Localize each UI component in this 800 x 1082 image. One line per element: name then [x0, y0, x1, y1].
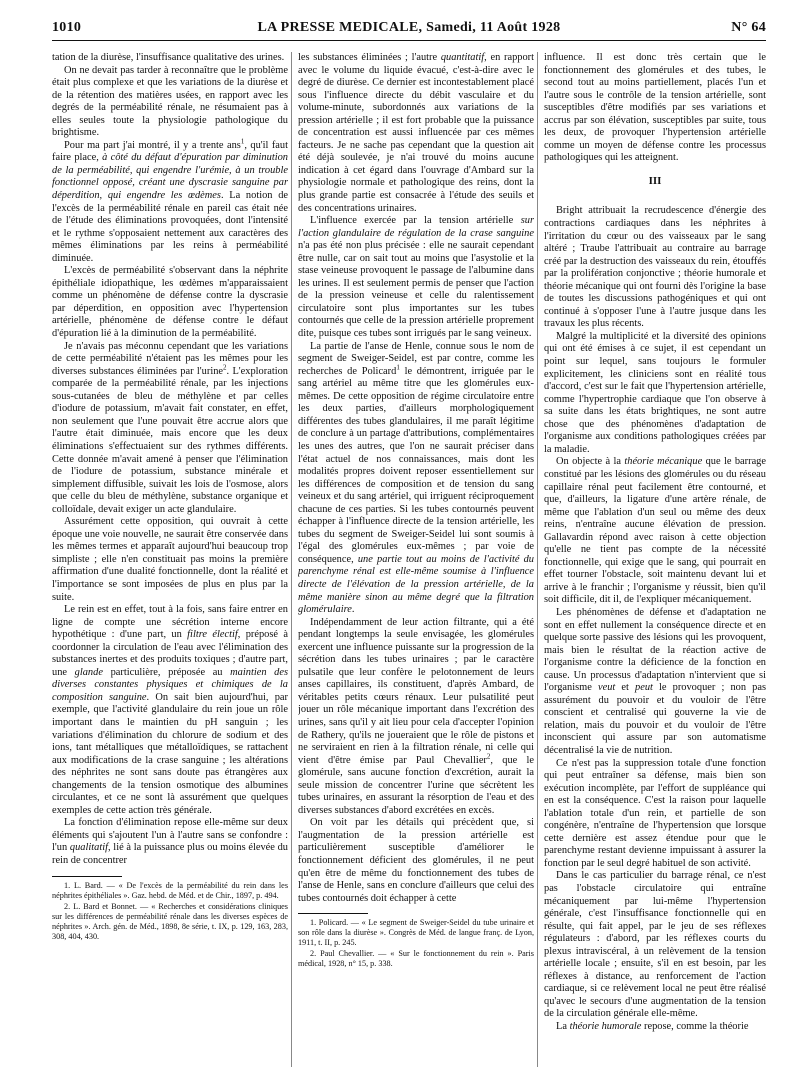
footnote-ref: 2 [486, 752, 491, 761]
paragraph: les substances éliminées ; l'autre quantitatif, en rapport avec le volume du liquide évacué, c'est-à-dire avec le degré de diurèse. Ce dernier est incontestablement placé sous l'influence directe du débit vasculaire et du volume-minute, subordonnés aux variations de la pression artérielle ; il est fort probable que la puissance de concentration est aussi influencée par ces mêmes facteurs. Je ne sache pas cependant que la question ait été déjà soulevée, je n'ai trouvé du moins aucune indication à cet égard dans l'ouvrage d'Ambard sur la physiologie normale et pathologique des reins, dont la plus grande partie est consacrée à l'étude des seuils et des concentrations urinaires. [298, 52, 534, 214]
footnote-ref: 2 [223, 363, 227, 372]
footnote: 1. Policard. — « Le segment de Sweiger-Seidel du tube urinaire et son rôle dans la diurèse ». Congrès de Méd. de langue franç. de Lyon, 1911, t. II, p. 245. [298, 918, 534, 948]
journal-title: LA PRESSE MEDICALE, Samedi, 11 Août 1928 [257, 20, 561, 35]
paragraph: La théorie humorale repose, comme la théorie [556, 1021, 749, 1033]
text-column-3 [544, 52, 766, 1077]
column-divider [537, 52, 538, 1067]
footnote-divider [52, 876, 122, 877]
paragraph: tation de la diurèse, l'insuffisance qualitative des urines. [52, 52, 285, 63]
paragraph: La partie de l'anse de Henle, connue sous le nom de segment de Sweiger-Seidel, est par contre, comme les recherches de Policard$^1$ le démontrent, irriguée par le sang artériel au même titre que les glomérules eux-mêmes. De cette opposition de régime circulatoire entre les deux parties, d'ailleurs morphologiquement différentes des tubes glandulaires, il me paraît légitime de conclure à un partage d'attributions, complémentaires les unes des autres, que l'on ne saurait préciser dans l'état actuel de nos connaissances, mais dont les modalités propres doivent reposer essentiellement sur les différences de composition et de tension du sang veineux et du sang artériel, qui irriguent réciproquement chacune de ces parties. Si les tubes contournés peuvent échapper à l'influence directe de la tension artérielle, les tubes du segment de Sweiger-Seidel lui sont soumis à l'égal des glomérules eux-mêmes ; par voie de conséquence, une partie tout au moins de l'activité du parenchyme rénal est elle-même soumise à l'influence directe de l'élévation de la pression artérielle, de la même manière sinon au même degré que la filtration glomérulaire. [298, 340, 534, 616]
footnote: 2. Paul Chevallier. — « Sur le fonctionnement du rein ». Paris médical, 1928, n° 15, p. 338. [298, 949, 534, 969]
page-number: 1010 [52, 20, 82, 35]
paragraph: Je n'avais pas méconnu cependant que les variations de cette perméabilité n'étaient pas les mêmes pour les diverses substances éliminées par l'urine$^2$. L'exploration comparée de la perméabilité rénale, par les injections sous-cutanées de bleu de méthylène et par celles d'iodure de potassium, m'avait fait constater, en effet, non seulement que l'une pouvait être accrue alors que l'autre était diminuée, mais encore que les deux éliminations s'effectuaient sur des rythmes différents. Cette donnée m'avait amené à penser que l'élimination de l'iodure de potassium, substance minérale et simplement diffusible, suivait les lois de l'osmose, alors que celle du bleu de méthylène, substance organique et colloïdale, devait exiger un acte glandulaire. [52, 340, 288, 515]
footnote-divider [298, 913, 368, 914]
paragraph: influence. Il est donc très certain que le fonctionnement des glomérules et des tubes, le second tout au moins partiellement, placés l'un et l'autre sous le contrôle de la tension artérielle, sont susceptibles d'être modifiés par ses variations et accrus par son élévation, susceptibles par suite, tous les deux, de provoquer l'hypertension artérielle comme un moyen de défense contre les processus pathologiques qui les atteignent. [544, 52, 766, 164]
paragraph: Pour ma part j'ai montré, il y a trente ans$^1$, qu'il faut faire place, à côté du défaut d'épuration par diminution de la perméabilité, qui engendre l'urémie, à un trouble fonctionnel opposé, créant une dyscrasie sanguine par déperdition, qui engendre les œdèmes. La notion de l'excès de la perméabilité rénale en pareil cas était née de l'étude des éliminations provoquées, dont l'intensité et le rythme s'opposaient nettement aux caractères des mêmes éliminations par les reins à perméabilité diminuée. [52, 137, 288, 264]
paragraph: L'excès de perméabilité s'observant dans la néphrite épithéliale idiopathique, les œdèmes m'apparaissaient comme un phénomène de défense contre la dyscrasie par déperdition, en opposition avec l'hypertension artérielle, phénomène de défense contre le défaut d'épuration lié à la diminution de la perméabilité. [52, 265, 288, 340]
paragraph: Assurément cette opposition, qui ouvrait à cette époque une voie nouvelle, ne saurait être conservée dans les mêmes termes et apparaît aujourd'hui beaucoup trop simpliste ; elle n'en constituait pas moins la première affirmation d'une dualité fonctionnelle, dont la réalité et l'importance se sont imposées de plus en plus par la suite. [52, 516, 288, 603]
paragraph: On voit par les détails qui précèdent que, si l'augmentation de la pression artérielle est particulièrement susceptible d'améliorer le fonctionnement déficient des glomérules, il ne peut qu'en être de même du fonctionnement des tubes de l'anse de Henle, sans en conclure d'ailleurs que celui des tubes contournés doit échapper à cette [298, 817, 534, 904]
paragraph: On objecte à la théorie mécanique que le barrage constitué par les lésions des glomérules ou du réseau capillaire rénal peut facilement être contourné, et que, d'ailleurs, la ligature d'une artère rénale, de même que l'ablation d'un seul ou même des deux reins, n'entraîne aucune élévation de pression. Gallavardin répond avec raison à cette objection qu'elle ne tient pas compte de la nécessité fonctionnelle, qui exige que le sang, qui pourrait en effet tourner l'obstacle, soit maintenu devant lui et arrive à le franchir ; l'organisme y réussit, bien qu'il soit difficile, dit il, de l'expliquer mécaniquement. [544, 456, 766, 606]
paragraph: On ne devait pas tarder à reconnaître que le problème était plus complexe et que les variations de la diurèse et de la rétention des matières usées, en rapport avec les degrés de la perméabilité rénale, ne résumaient pas à elles seules toute la physiologie pathologique du brightisme. [52, 64, 288, 139]
text-column-2 [298, 52, 534, 1077]
paragraph: Le rein est en effet, tout à la fois, sans faire entrer en ligne de compte une sécrétion interne encore hypothétique : d'une part, un filtre électif, préposé à coordonner la circulation de l'eau avec l'élimination des substances inertes et des produits toxiques ; d'autre part, une glande particulière, préposée au maintien des diverses constantes physiques et chimiques de la composition sanguine. On sait bien aujourd'hui, par exemple, que l'activité glandulaire du rein joue un rôle important dans le maintien du pH sanguin ; les variations d'élimination du chlorure de sodium et des ions, tant métalliques que métalloïdiques, se rattachent aux modifications de la crase sanguine ; les altérations des néphrites ne sont sans doute pas étrangères aux changements de la tension osmotique des albumines circulantes, et ce ne sont là assurément que quelques exemples de cette action très générale. [52, 604, 288, 816]
paragraph: L'influence exercée par la tension artérielle sur l'action glandulaire de régulation de la crase sanguine n'a pas été non plus précisée : elle ne saurait cependant être nulle, car on sait tout au moins que l'asystolie et la stase veineuse provoquent le passage de l'albumine dans les urines. Il est seulement permis de penser que l'action de la pression veineuse et celle du ralentissement circulatoire sont plus importantes sur les tubes contournés que celle de la pression artérielle proprement dite, puisque ces tubes sont irrigués par le sang veineux. [298, 215, 534, 340]
paragraph: Dans le cas particulier du barrage rénal, ce n'est pas l'obstacle circulatoire qui entraîne mécaniquement par lui-même l'hypertension générale, c'est l'insuffisance fonctionnelle qui en résulte, qui fait appel, par le jeu de ses réflexes régulateurs : d'abord, par les réflexes courts du plexus intraviscéral, à un relèvement de la tension artérielle locale ; ensuite, s'il en est besoin, par les réflexes à distance, au renforcement de l'action cardiaque, si ce relèvement local ne peut être réalisé qu'avec le secours d'une augmentation de la tension de la circulation générale elle-même. [544, 870, 766, 1020]
section-heading: III [648, 174, 662, 187]
footnote: 1. L. Bard. — « De l'excès de la perméabilité du rein dans les néphrites épithéliales ». Gaz. hebd. de Méd. et de Chir., 1897, p. 494. [52, 880, 288, 900]
paragraph: La fonction d'élimination repose elle-même sur deux éléments qui s'ajoutent l'un à l'autre sans se confondre : l'un qualitatif, lié à la puissance plus ou moins élevée du rein de concentrer [52, 817, 288, 866]
footnote-ref: 1 [396, 363, 400, 372]
footnote-ref: 1 [240, 137, 245, 146]
column-divider [291, 52, 292, 1067]
paragraph: Les phénomènes de défense et d'adaptation ne sont en effet nullement la conséquence directe et en quelque sorte passive des lésions qui les provoquent, mais bien le résultat de la réaction active de l'organisme contre la déficience de la fonction en cause. Un processus d'adaptation n'intervient que si l'organisme veut et peut le provoquer ; non pas assurément du pouvoir et du vouloir de l'être conscient et centralisé qui gouverne la vie de relation, mais du pouvoir et du vouloir de l'être inconscient qui assure par son automatisme décentralisé la vie de nutrition. [544, 606, 766, 756]
page-header [52, 18, 766, 41]
text-column-1 [52, 52, 288, 1077]
footnote: 2. L. Bard et Bonnet. — « Recherches et considérations cliniques sur les différences de perméabilité rénale dans les diverses espèces de néphrites ». Arch. gén. de Méd., 1898, 8e série, t. IX, p. 129, 163, 283, 308, 404, 430. [52, 901, 288, 941]
paragraph: Indépendamment de leur action filtrante, qui a été pendant longtemps la seule envisagée, les glomérules exercent une influence puissante sur la progression de la sécrétion dans les tubes urinaires ; par le caractère pulsatile que leur confère le pelotonnement de leurs anses capillaires, ils constituent, d'après Ambard, de véritables petits cœurs rénaux. Leur pulsatilité peut jouer un rôle mécanique important dans l'excrétion des urines, sans qu'il y ait lieu pour cela d'accepter l'opinion de Rathery, qu'ils ne joueraient que le rôle de pistons et ne serviraient en rien à la filtration rénale, ni celle qui vient d'être émise par Paul Chevallier$^2$, que le glomérule, sans aucune fonction d'excrétion, aurait la seule mission de concentrer l'urine que sécrètent les tubes urinaires, en assurant la résorption de l'eau et des diverses substances d'abord excrétées en excès. [298, 616, 534, 816]
issue-number: N° 64 [731, 20, 766, 35]
paragraph: Malgré la multiplicité et la diversité des opinions qui ont été émises à ce sujet, il est cependant un point sur lequel, sans toujours le formuler explicitement, les cliniciens sont en réalité tous d'accord, c'est sur le fait que l'hypertension artérielle, comme l'hypertrophie cardiaque que l'on observe à sa suite dans les états brightiques, ne sont autre chose que des phénomènes d'adaptation de l'organisme aux conditions pathologiques créées par la maladie. [544, 330, 766, 455]
paragraph: Ce n'est pas la suppression totale d'une fonction qui peut entraîner sa défense, mais bien son exécution incomplète, par l'effort de suppléance qui en est la conséquence. C'est la raison pour laquelle l'ablation totale d'un rein, et partielle de son congénère, n'entraîne de l'hypertension que lorsque cette dernière est assez étendue pour que le parenchyme restant devienne impuissant à assurer la fonction par le seul degré habituel de son activité. [544, 757, 766, 869]
paragraph: Bright attribuait la recrudescence d'énergie des contractions cardiaques dans les néphrites à l'irritation du cœur ou des vaisseaux par le sang altéré ; Traube l'attribuait au contraire au barrage créé par la destruction des vaisseaux du rein, étouffés par la prolifération conjonctive ; théorie humorale et théorie mécanique qui ont fourni dès l'origine la base de toutes les discussions pathogéniques et qui ont continué à s'opposer l'une à l'autre jusque dans les travaux les plus récents. [544, 205, 766, 330]
